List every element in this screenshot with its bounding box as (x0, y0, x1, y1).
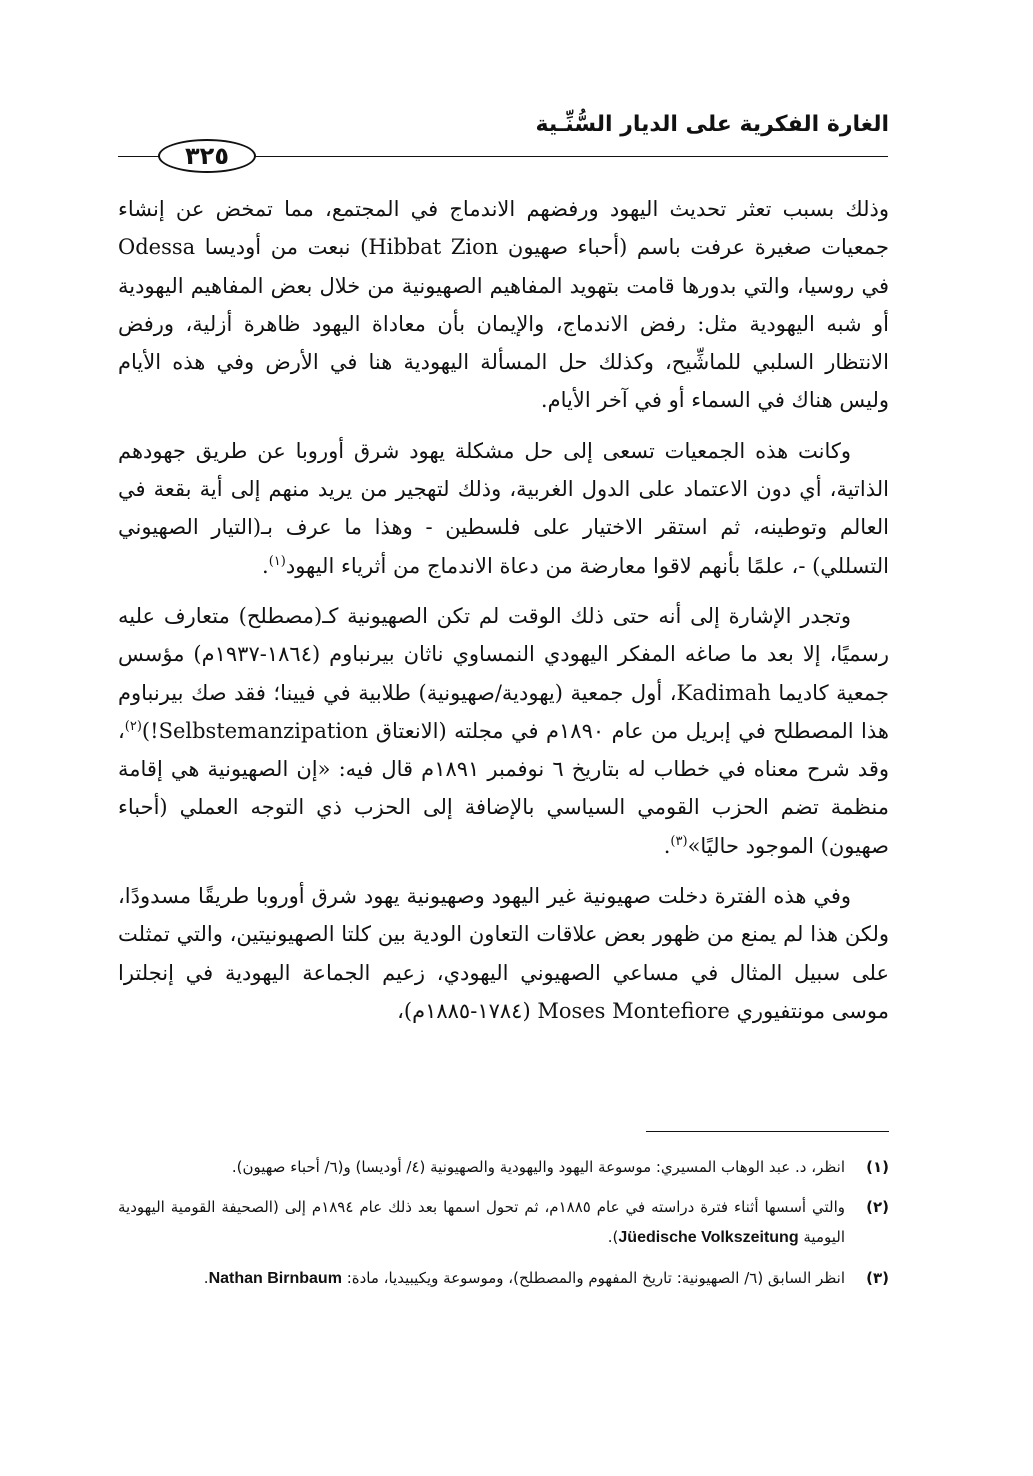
footnote-3-body (118, 1263, 845, 1294)
footnote-3-text: انظر السابق (٦/ الصهيونية: تاريخ المفهوم والمصطلح)، وموسوعة ويكيبيديا، مادة: (346, 1269, 845, 1287)
running-header-title: الغارة الفكرية على الديار السُّنِّـية (535, 112, 889, 137)
footnote-3-number: (٣) (866, 1269, 889, 1287)
footnote-3-tail: . (203, 1269, 209, 1287)
footnote-ref-3[interactable]: (٣) (670, 833, 688, 849)
footnote-separator (646, 1131, 889, 1132)
paragraph-1 (118, 190, 889, 420)
footnote-2-body (118, 1192, 845, 1253)
paragraph-3-tail: . (663, 833, 671, 858)
paragraph-3-text-2: ، وقد شرح معناه في خطاب له بتاريخ ٦ نوفمبر ١٨٩١م قال فيه: «إن الصهيونية هي إقامة منظمة تضم الحزب القومي السياسي بالإضافة إلى الحزب ذي التوجه العملي (أحباء صهيون) الموجود حاليًا» (118, 718, 890, 858)
page-number: ٣٢٥ (158, 139, 256, 173)
paragraph-4 (118, 877, 889, 1030)
footnote-2-latin: Jüedische Volkszeitung (618, 1229, 799, 1246)
paragraph-2-text: وكانت هذه الجمعيات تسعى إلى حل مشكلة يهود شرق أوروبا عن طريق جهودهم الذاتية، أي دون الاعتماد على الدول الغربية، وذلك لتهجير من يريد منهم إلى أية بقعة في العالم وتوطينه، ثم استقر الاختيار على فلسطين - وهذا ما عرف بـ(التيار الصهيوني التسللي) -، علمًا بأنهم لاقوا معارضة من دعاة الاندماج من أثرياء اليهود (118, 438, 889, 578)
footnote-2-number: (٢) (866, 1198, 889, 1216)
footnote-2 (118, 1192, 889, 1253)
paragraph-3-text: وتجدر الإشارة إلى أنه حتى ذلك الوقت لم تكن الصهيونية كـ(مصطلح) متعارف عليه رسميًا، إلا بعد ما صاغه المفكر اليهودي النمساوي ناثان بيرنباوم (١٨٦٤-١٩٣٧م) مؤسس جمعية كاديما Kadimah، أول جمعية (يهودية/صهيونية) طلابية في فيينا؛ فقد صك بيرنباوم هذا المصطلح في إبريل من عام ١٨٩٠م في مجلته (الانعتاق Selbstemanzipation!) (118, 603, 889, 743)
footnote-1-number: (١) (866, 1158, 889, 1176)
paragraph-1-text: وذلك بسبب تعثر تحديث اليهود ورفضهم الاندماج في المجتمع، مما تمخض عن إنشاء جمعيات صغيرة عرفت باسم (أحباء صهيون Hibbat Zion) نبعت من أوديسا Odessa في روسيا، والتي بدورها قامت بتهويد المفاهيم الصهيونية من خلال بعض المفاهيم اليهودية أو شبه اليهودية مثل: رفض الاندماج، والإيمان بأن معاداة اليهود ظاهرة أزلية، ورفض الانتظار السلبي للماشِّيح، وكذلك حل المسألة اليهودية هنا في الأرض وفي هذه الأيام وليس هناك في السماء أو في آخر الأيام. (118, 197, 890, 413)
paragraph-4-text: وفي هذه الفترة دخلت صهيونية غير اليهود وصهيونية يهود شرق أوروبا طريقًا مسدودًا، ولكن هذا لم يمنع من ظهور بعض علاقات التعاون الودية بين كلتا الصهيونيتين، والتي تمثلت على سبيل المثال في مساعي الصهيوني اليهودي، زعيم الجماعة اليهودية في إنجلترا موسى مونتفيوري Moses Montefiore (١٧٨٤-١٨٨٥م)، (118, 884, 889, 1023)
footnote-1-text: انظر، د. عبد الوهاب المسيري: موسوعة اليهود واليهودية والصهيونية (٤/ أوديسا) و(٦/ أحباء صهيون). (231, 1158, 845, 1176)
body-text (118, 190, 889, 1042)
footnote-ref-1[interactable]: (١) (268, 553, 286, 569)
footnote-3 (118, 1263, 889, 1294)
footnote-2-text: والتي أسسها أثناء فترة دراسته في عام ١٨٨٥م، ثم تحول اسمها بعد ذلك عام ١٨٩٤م إلى (الصحيفة القومية اليهودية اليومية (118, 1198, 845, 1246)
footnote-3-latin: Nathan Birnbaum (208, 1270, 342, 1287)
paragraph-2 (118, 432, 889, 585)
footnote-1 (118, 1152, 889, 1182)
footnote-2-tail: ). (607, 1228, 619, 1246)
paragraph-2-tail: . (262, 553, 269, 578)
footnote-ref-2[interactable]: (٢) (124, 718, 142, 734)
footnotes (118, 1152, 889, 1304)
paragraph-3 (118, 597, 889, 865)
